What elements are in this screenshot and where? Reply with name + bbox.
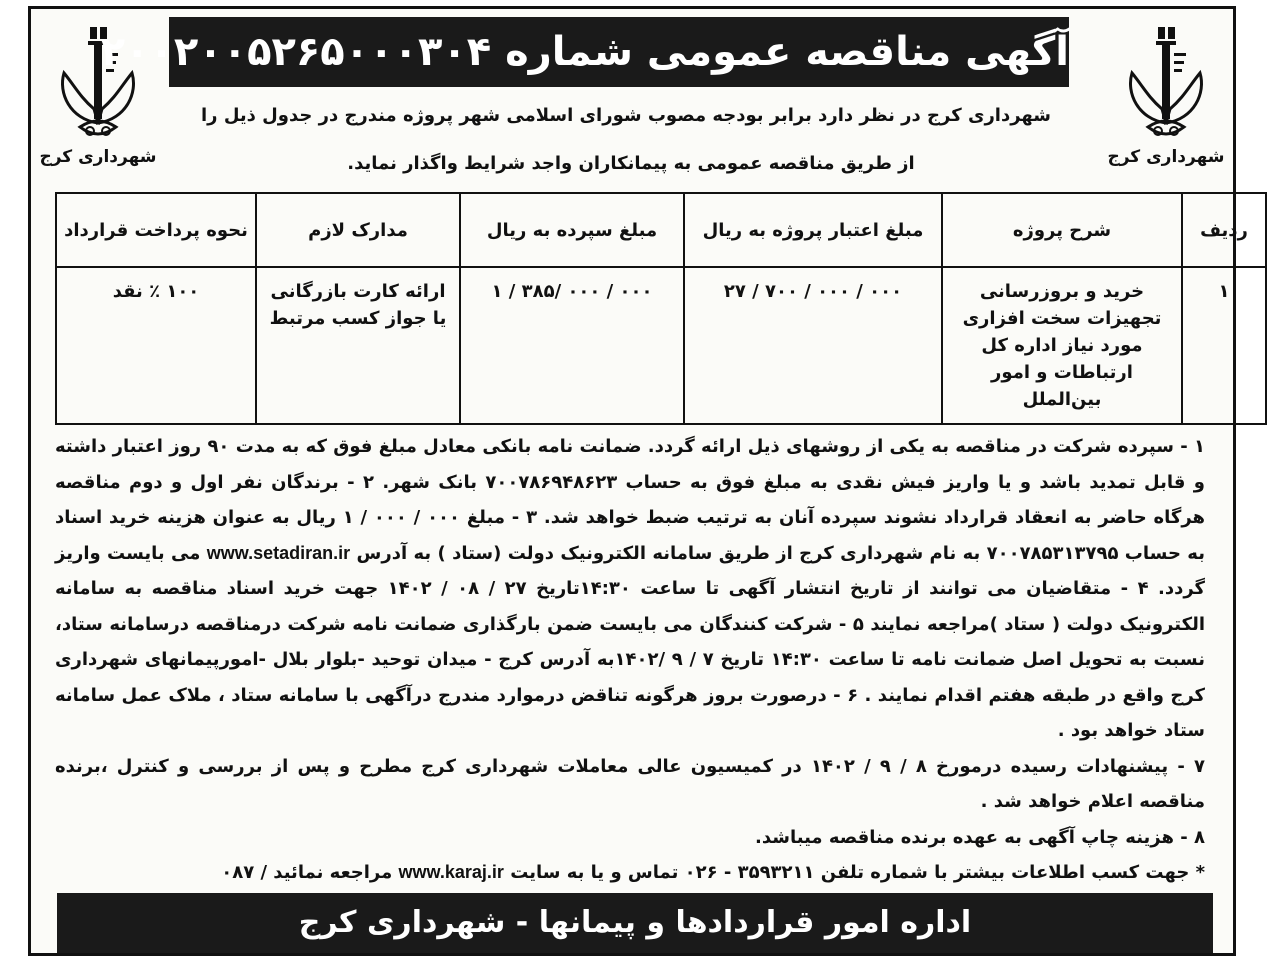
header-description: شرح پروژه: [942, 193, 1182, 267]
header-payment: نحوه پرداخت قرارداد: [56, 193, 256, 267]
intro-line-1: شهرداری کرج در نظر دارد برابر بودجه مصوب شورای اسلامی شهر پروژه مندرج در جدول ذیل را: [201, 105, 1051, 126]
tender-terms: [55, 429, 1205, 891]
header-budget: مبلغ اعتبار پروژه به ریال: [684, 193, 942, 267]
project-table: [55, 192, 1267, 425]
contact-text-end: مراجعه نمائید / ۰۸۷: [221, 862, 393, 883]
terms-text-2: می بایست واریز گردد. ۴ - متقاضیان می توانند از تاریخ انتشار آگهی تا ساعت ۱۴:۳۰تاریخ ۲۷ / ۰۸ / ۱۴۰۲ جهت خرید اسناد مناقصه به سامانه الکترونیک دولت ( ستاد )مراجعه نمایند ۵ - شرکت کنندگان می بایست ضمن بارگذاری ضمانت نامه شرکت درمناقصه درسامانه ستاد، نسبت به تحویل اصل ضمانت نامه تا ساعت ۱۴:۳۰ تاریخ ۷ / ۹ /۱۴۰۲به آدرس کرج - میدان توحید -بلوار بلال -امورپیمانهای شهرداری کرج واقع در طبقه هفتم اقدام نمایند . ۶ - درصورت بروز هرگونه تناقض درموارد مندرج درآگهی با سامانه ستاد ، ملاک عمل سامانه ستاد خواهد بود .: [55, 542, 1206, 741]
terms-paragraph-1-6: [55, 429, 1205, 749]
cell-description: خرید و بروزرسانی تجهیزات سخت افزاری مورد نیاز اداره کل ارتباطات و امور بین‌الملل: [942, 267, 1182, 424]
contact-text: * جهت کسب اطلاعات بیشتر با شماره تلفن ۳۵۹۳۲۱۱ - ۰۲۶ تماس و یا به سایت: [510, 862, 1205, 883]
terms-paragraph-7: ۷ - پیشنهادات رسیده درمورخ ۸ / ۹ / ۱۴۰۲ در کمیسیون عالی معاملات شهرداری کرج مطرح و پس از بررسی و کنترل ،برنده مناقصه اعلام خواهد شد .: [55, 755, 1205, 812]
table-row: [56, 267, 1266, 424]
header-documents: مدارک لازم: [256, 193, 460, 267]
cell-row-number: ۱: [1182, 267, 1266, 424]
karaj-website-link[interactable]: www.karaj.ir: [398, 862, 504, 882]
tender-notice: [28, 6, 1248, 956]
karaj-emblem-icon: [1118, 23, 1214, 145]
header-deposit: مبلغ سپرده به ریال: [460, 193, 684, 267]
logo-caption: شهرداری کرج: [39, 147, 157, 167]
logo-caption: شهرداری کرج: [1107, 147, 1225, 167]
terms-paragraph-8: ۸ - هزینه چاپ آگهی به عهده برنده مناقصه میباشد.: [755, 826, 1205, 848]
table-header-row: [56, 193, 1266, 267]
terms-text-1: ۱ - سپرده شرکت در مناقصه به یکی از روشهای ذیل ارائه گردد. ضمانت نامه بانکی معادل مبلغ فوق که به مدت ۹۰ روز اعتبار داشته و قابل تمدید باشد و یا واریز فیش نقدی به مبلغ فوق به حساب ۷۰۰۷۸۶۹۴۸۶۲۳ بانک شهر. ۲ - برندگان نفر اول و دوم مناقصه هرگاه حاضر به انعقاد قرارداد نشوند سپرده آنان به ترتیب ضبط خواهد شد. ۳ - مبلغ ۰۰۰ / ۰۰۰ / ۱ ریال به عنوان هزینه خرید اسناد به حساب ۷۰۰۷۸۵۳۱۳۷۹۵ به نام شهرداری کرج از طریق سامانه الکترونیک دولت (ستاد ) به آدرس: [55, 436, 1205, 564]
municipality-logo-right: [1107, 19, 1225, 189]
cell-payment: ۱۰۰ ٪ نقد: [56, 267, 256, 424]
cell-documents: ارائه کارت بازرگانی یا جواز کسب مرتبط: [256, 267, 460, 424]
notice-title: آگهی مناقصه عمومی شماره ۲۰۰۲۰۰۵۲۶۵۰۰۰۳۰۴: [169, 17, 1069, 87]
setadiran-link[interactable]: www.setadiran.ir: [206, 542, 351, 563]
terms-contact: [55, 855, 1205, 891]
cell-deposit: ۰۰۰ / ۰۰۰ /۳۸۵ / ۱: [460, 267, 684, 424]
intro-line-2: از طریق مناقصه عمومی به پیمانکاران واجد شرایط واگذار نماید.: [347, 153, 915, 174]
footer-banner: اداره امور قراردادها و پیمانها - شهرداری کرج: [57, 893, 1213, 953]
cell-budget: ۰۰۰ / ۰۰۰ / ۷۰۰ / ۲۷: [684, 267, 942, 424]
header-row-number: ردیف: [1182, 193, 1266, 267]
